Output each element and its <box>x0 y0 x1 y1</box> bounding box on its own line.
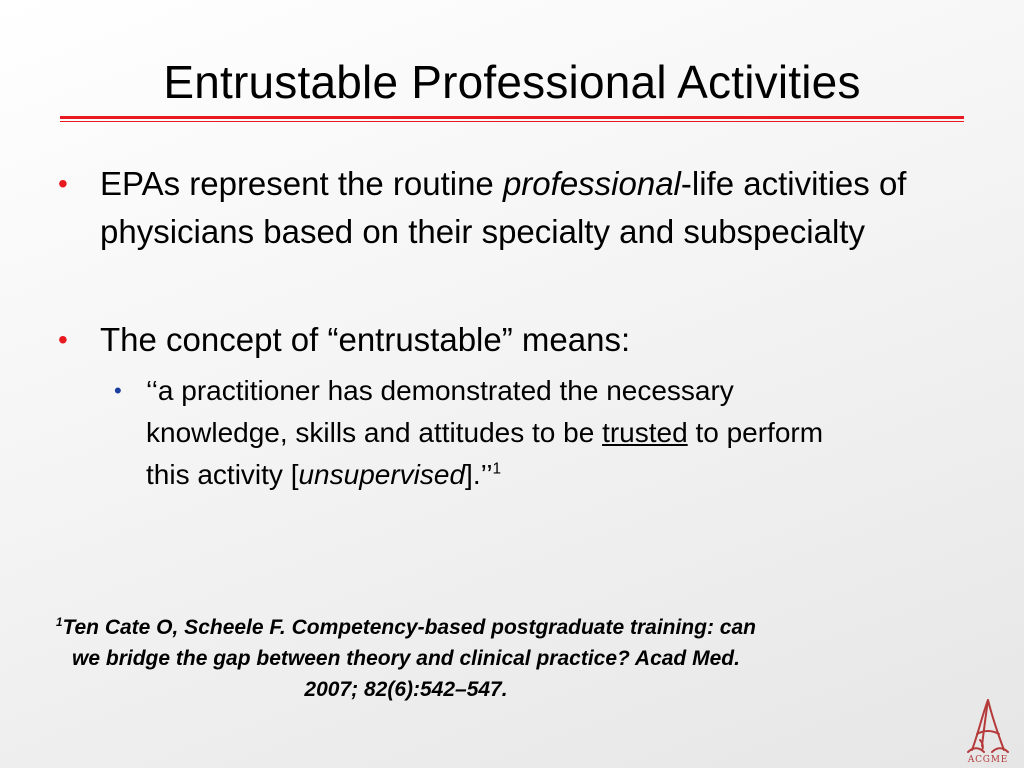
title-divider <box>60 116 964 119</box>
bullet-text: The concept of “entrustable” means: <box>100 321 631 358</box>
bullet-entrustable-concept <box>58 316 958 364</box>
emphasis-professional: professional <box>502 165 681 202</box>
bullet-dot-icon: • <box>58 168 68 199</box>
citation-footnote: $^1$Ten Cate O, Scheele F. Competency-based postgraduate training: can we bridge the gap between theory and clinical practice? Acad Med. 2007; 82(6):542–547. <box>56 616 756 701</box>
footnote-marker: 1 <box>492 460 502 478</box>
acgme-logo-icon <box>960 694 1016 764</box>
sub-bullet-definition-quote <box>114 370 874 496</box>
sub-bullet-text: ‘‘a practitioner has demonstrated the necessary knowledge, skills and attitudes to be trusted to perform this activity [unsupervised].’’$^1$ <box>146 375 824 490</box>
sub-bullet-dot-icon: • <box>114 378 122 403</box>
emphasis-trusted: trusted <box>602 417 688 448</box>
slide-title: Entrustable Professional Activities <box>163 56 861 108</box>
bullet-epas-definition <box>58 160 958 256</box>
bullet-dot-icon: • <box>58 324 68 355</box>
bullet-text: EPAs represent the routine professional-life activities of physicians based on their specialty and subspecialty <box>100 165 907 250</box>
logo-text: ACGME <box>967 755 1009 764</box>
emphasis-unsupervised: unsupervised <box>298 459 466 490</box>
citation-marker: 1 <box>56 617 63 629</box>
title-divider-thin <box>60 121 964 122</box>
